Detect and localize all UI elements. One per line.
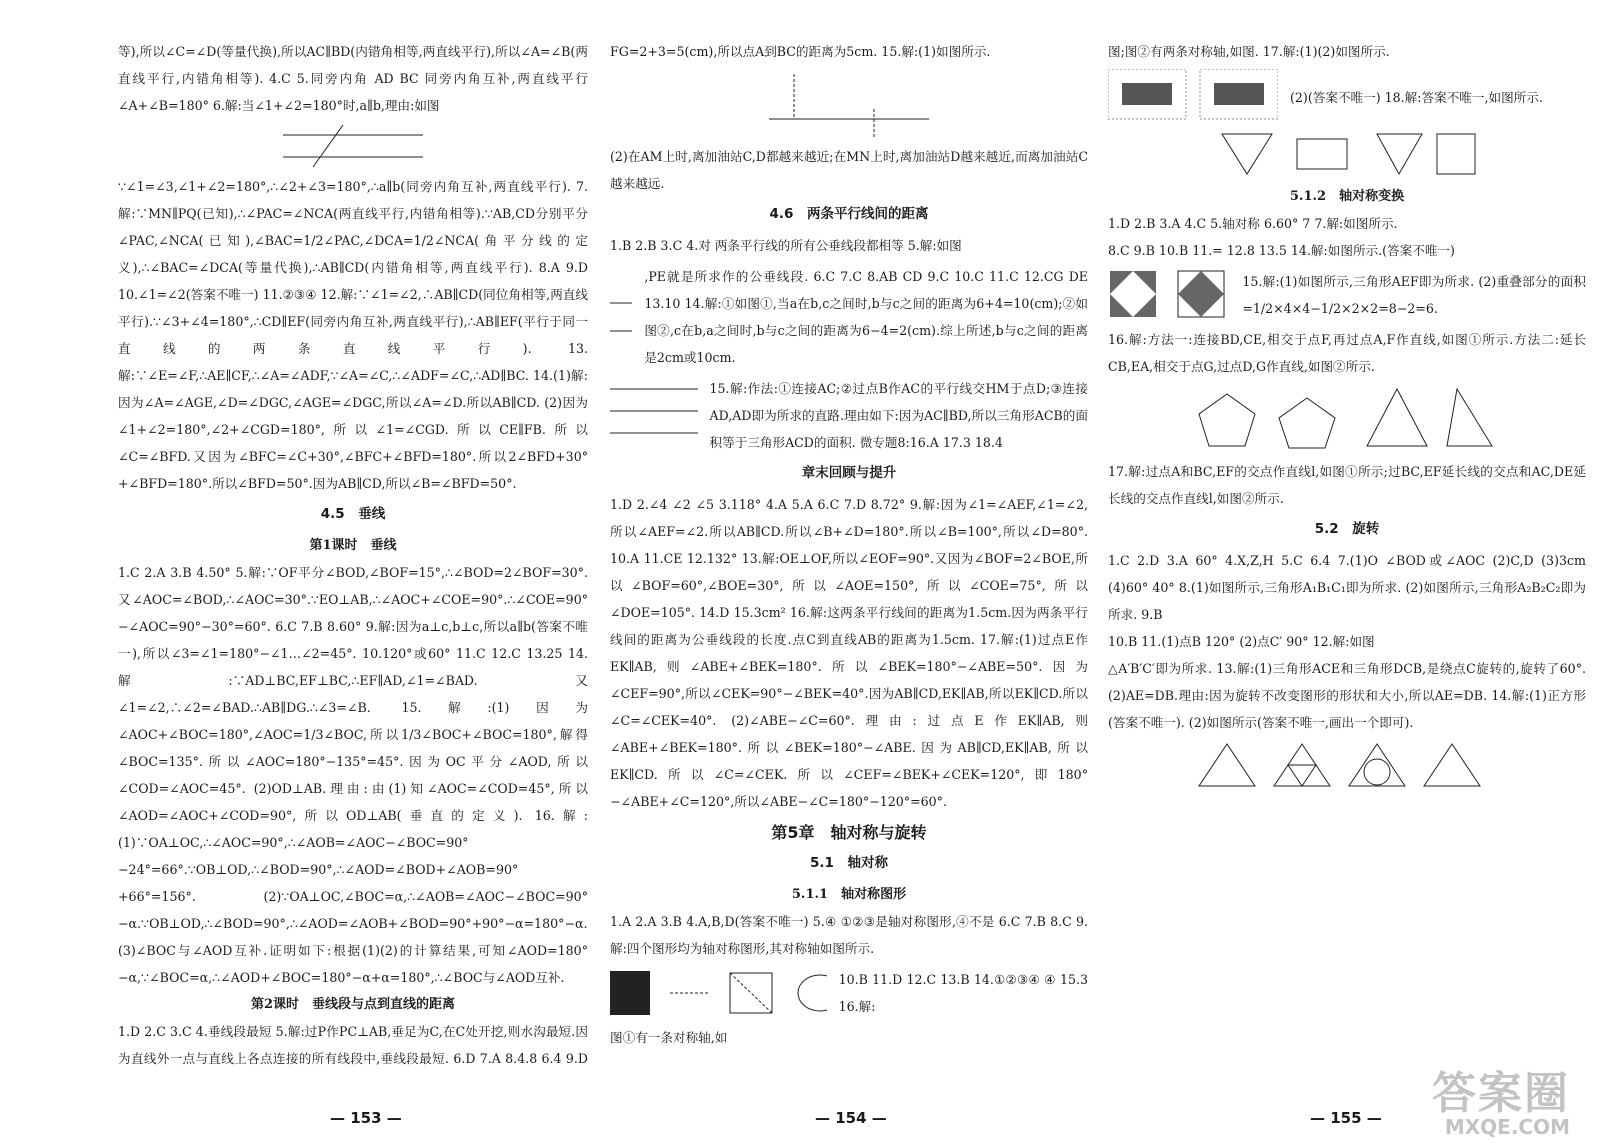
answer-text: ∵∠1=∠3,∠1+∠2=180°,∴∠2+∠3=180°,∴a∥b(同旁内角互补,两直线平行). 7.解:∵MN∥PQ(已知),∴∠PAC=∠NCA(两直线平行,内错角相等).∵AB,CD分别平分∠PAC,∠NCA(已知),∠BAC=1/2∠PAC,∠DCA=1/2∠NCA(角平分线的定义),∴∠BAC=∠DCA(等量代换),∴AB∥CD(内错角相等,两直线平行). 8.A 9.D 10.∠1=∠2(答案不唯一) 11.②③④ 12.解:∵∠1=∠2,∴AB∥CD(同位角相等,两直线平行).∵∠3+∠4=180°,∴CD∥EF(同旁内角互补,两直线平行),∴AB∥EF(平行于同一直线的两条直线平行). 13.解:∵∠E=∠F,∴AE∥CF,∴∠A=∠ADF,∵∠A=∠C,∴∠ADF=∠C,∴AD∥BC. 14.(1)解:因为∠A=∠AGE,∠D=∠DGC,∠AGE=∠DGC,所以∠A=∠D.所以AB∥CD. (2)因为∠1+∠2=180°,∠2+∠CGD=180°,所以∠1=∠CGD.所以CE∥FB.所以∠C=∠BFD.又因为∠BFC=∠C+30°,∠BFC+∠BFD=180°.所以2∠BFD+30°+∠BFD=180°.所以∠BFD=50°.因为AB∥CD,所以∠B=∠BFD=50°.	[118, 179, 588, 491]
section-heading: 4.5 垂线	[320, 506, 386, 522]
answer-text: 图;图②有两条对称轴,如图. 17.解:(1)(2)如图所示.	[1108, 44, 1390, 59]
column-page-153	[118, 38, 588, 1078]
symmetry-figures	[610, 969, 827, 1017]
perpendicular-figure	[610, 297, 632, 337]
page-number: — 153 —	[330, 1109, 402, 1127]
answer-text: 等),所以∠C=∠D(等量代换),所以AC∥BD(内错角相等,两直线平行),所以∠A=∠B(两直线平行,内错角相等). 4.C 5.同旁内角 AD BC 同旁内角互补,两直线平行 ∠A+∠B=180° 6.解:当∠1+∠2=180°时,a∥b,理由:如图	[118, 44, 588, 113]
distance-figure	[764, 69, 934, 139]
answer-text: 10.B 11.(1)点B 120° (2)点C′ 90° 12.解:如图	[1108, 634, 1375, 649]
page-number: — 154 —	[815, 1109, 887, 1127]
answer-text: 16.解:方法一:连接BD,CE,相交于点F,再过点A,F作直线,如图①所示.方法二:延长CB,EA,相交于点G,过点D,G作直线,如图②所示.	[1108, 332, 1586, 374]
answer-text: 图①有一条对称轴,如	[610, 1030, 728, 1045]
parallel-lines-cases-figure	[610, 381, 698, 451]
answer-text: 15.解:作法:①连接AC;②过点B作AC的平行线交HM于点D;③连接AD,AD即为所求的直路.理由如下:因为AC∥BD,所以三角形ACB的面积等于三角形ACD的面积. 微专题8:16.A 17.3 18.4	[709, 381, 1088, 450]
answer-text: 1.C 2.A 3.B 4.50° 5.解:∵OF平分∠BOD,∠BOF=15°,∴∠BOD=2∠BOF=30°.又∠AOC=∠BOD,∴∠AOC=30°.∵EO⊥AB,∴∠AOC+∠COE=90°.∴∠COE=90°−∠AOC=90°−30°=60°. 6.C 7.B 8.60° 9.解:因为a⊥c,b⊥c,所以a∥b(答案不唯一),所以∠3=∠1=180°−∠1…∠2=45°. 10.120°或60° 11.C 12.C 13.25 14.解:∵AD⊥BC,EF⊥BC,∴EF∥AD,∠1=∠BAD.又∠1=∠2,∴∠2=∠BAD.∴AB∥DG.∴∠3=∠B. 15.解:(1)因为∠AOC+∠BOC=180°,∠AOC=1/3∠BOC,所以1/3∠BOC+∠BOC=180°,解得∠BOC=135°.所以∠AOC=180°−135°=45°.因为OC平分∠AOD,所以∠COD=∠AOC=45°. (2)OD⊥AB.理由:由(1)知∠AOC=∠COD=45°,所以∠AOD=∠AOC+∠COD=90°,所以OD⊥AB(垂直的定义). 16.解:(1)∵OA⊥OC,∴∠AOC=90°,∴∠AOB=∠AOC−∠BOC=90°−24°=66°.∵OB⊥OD,∴∠BOD=90°,∴∠AOD=∠BOD+∠AOB=90°+66°=156°. (2)∵OA⊥OC,∠BOC=α,∴∠AOB=∠AOC−∠BOC=90°−α.∵OB⊥OD,∴∠BOD=90°,∴∠AOD=∠AOB+∠BOD=90°+90°−α=180°−α. (3)∠BOC与∠AOD互补.证明如下:根据(1)(2)的计算结果,可知∠AOD=180°−α,∵∠BOC=α,∴∠AOD+∠BOC=180°−α+α=180°,∴∠BOC与∠AOD互补.	[118, 565, 588, 985]
parallel-lines-figure	[273, 123, 433, 169]
grid-shaded-figure	[1108, 69, 1278, 125]
chapter-heading: 第5章 轴对称与旋转	[771, 823, 927, 842]
square-patterns	[1108, 269, 1230, 321]
answer-text: 1.D 2.C 3.C 4.垂线段最短 5.解:过P作PC⊥AB,垂足为C,在C处开挖,则水沟最短.因为直线外一点与直线上各点连接的所有线段中,垂线段最短. 6.D 7.A 8.4.8 6.4 9.D	[118, 1024, 588, 1066]
watermark-text: 答案圈	[1432, 1068, 1570, 1119]
watermark-logo	[1432, 1057, 1570, 1139]
watermark-url: MXQE.COM	[1444, 1115, 1570, 1139]
section-heading: 4.6 两条平行线间的距离	[769, 206, 929, 222]
answer-text: (2)(答案不唯一) 18.解:答案不唯一,如图所示.	[1290, 89, 1543, 105]
answer-text: 17.解:过点A和BC,EF的交点作直线l,如图①所示;过BC,EF延长线的交点和AC,DE延长线的交点作直线l,如图②所示.	[1108, 464, 1586, 506]
answer-text: FG=2+3=5(cm),所以点A到BC的距离为5cm. 15.解:(1)如图所示.	[610, 44, 991, 59]
answer-text: (2)在AM上时,离加油站C,D都越来越近;在MN上时,离加油站D越来越近,而离加油站C越来越远.	[610, 149, 1088, 191]
answer-text: 8.C 9.B 10.B 11.= 12.8 13.5 14.解:如图所示.(答案不唯一)	[1108, 243, 1455, 258]
column-page-154	[610, 38, 1088, 1078]
triangle-patterns	[1197, 740, 1497, 788]
subsection-heading: 5.1.1 轴对称图形	[791, 887, 907, 902]
answer-text: 1.A 2.A 3.B 4.A,B,D(答案不唯一) 5.④ ①②③是轴对称图形,④不是 6.C 7.B 8.C 9.解:四个图形均为轴对称图形,其对称轴如图所示.	[610, 914, 1088, 956]
pentagon-figures	[1197, 384, 1497, 454]
page-number: — 155 —	[1310, 1109, 1382, 1127]
answer-text: ,PE就是所求作的公垂线段. 6.C 7.C 8.AB CD 9.C 10.C 11.C 12.CG DE 13.10 14.解:①如图①,当a在b,c之间时,b与c之间的距离为6+4=10(cm);②如图②,c在b,a之间时,b与c之间的距离为6−4=2(cm).综上所述,b与c之间的距离是2cm或10cm.	[644, 269, 1088, 365]
lesson-heading: 第2课时 垂线段与点到直线的距离	[250, 997, 456, 1012]
lesson-heading: 第1课时 垂线	[309, 538, 397, 553]
section-heading: 5.1 轴对称	[810, 855, 888, 871]
column-page-155	[1108, 38, 1586, 1078]
answer-text: 1.D 2.B 3.A 4.C 5.轴对称 6.60° 7 7.解:如图所示.	[1108, 216, 1398, 231]
answer-text: 15.解:(1)如图所示,三角形AEF即为所求. (2)重叠部分的面积=1/2×4×4−1/2×2×2=8−2=6.	[1242, 274, 1586, 316]
answer-text: 10.B 11.D 12.C 13.B 14.①②③④ ④ 15.3 16.解:	[838, 972, 1088, 1014]
subsection-heading: 5.1.2 轴对称变换	[1289, 189, 1405, 204]
section-heading: 5.2 旋转	[1314, 521, 1380, 537]
answer-text: 1.C 2.D 3.A 60° 4.X,Z,H 5.C 6.4 7.(1)O ∠BOD或∠AOC (2)C,D (3)3cm (4)60° 40° 8.(1)如图所示,三角形A₁B₁C₁即为所求. (2)如图所示,三角形A₂B₂C₂即为所求. 9.B	[1108, 553, 1586, 622]
section-heading: 章末回顾与提升	[801, 465, 897, 481]
answer-text: △A′B′C′即为所求. 13.解:(1)三角形ACE和三角形DCB,是绕点C旋转的,旋转了60°. (2)AE=DB.理由:因为旋转不改变图形的形状和大小,所以AE=DB. 14.解:(1)正方形(答案不唯一). (2)如图所示(答案不唯一,画出一个即可).	[1108, 661, 1586, 730]
answer-text: 1.B 2.B 3.C 4.对 两条平行线的所有公垂线段都相等 5.解:如图	[610, 238, 962, 253]
symmetry-axes-figures	[1217, 129, 1477, 179]
answer-text: 1.D 2.∠4 ∠2 ∠5 3.118° 4.A 5.A 6.C 7.D 8.72° 9.解:因为∠1=∠AEF,∠1=∠2,所以∠AEF=∠2.所以AB∥CD.所以∠B+∠D=180°.所以∠B=100°,所以∠D=80°. 10.A 11.CE 12.132° 13.解:OE⊥OF,所以∠EOF=90°.又因为∠BOF=2∠BOE,所以∠BOF=60°,∠BOE=30°,所以∠AOE=150°,所以∠COE=75°,所以∠DOE=105°. 14.D 15.3cm² 16.解:这两条平行线间的距离为1.5cm.因为两条平行线间的距离为公垂线段的长度.点C到直线AB的距离为1.5cm. 17.解:(1)过点E作EK∥AB,则∠ABE+∠BEK=180°.所以∠BEK=180°−∠ABE=50°.因为∠CEF=90°,所以∠CEK=90°−∠BEK=40°.因为AB∥CD,EK∥AB,所以EK∥CD.所以∠C=∠CEK=40°. (2)∠ABE−∠C=60°.理由:过点E作EK∥AB,则∠ABE+∠BEK=180°.所以∠BEK=180°−∠ABE.因为AB∥CD,EK∥AB,所以EK∥CD.所以∠C=∠CEK.所以∠CEF=∠BEK+∠CEK=120°,即180°−∠ABE+∠C=120°,所以∠ABE−∠C=180°−120°=60°.	[610, 497, 1088, 809]
